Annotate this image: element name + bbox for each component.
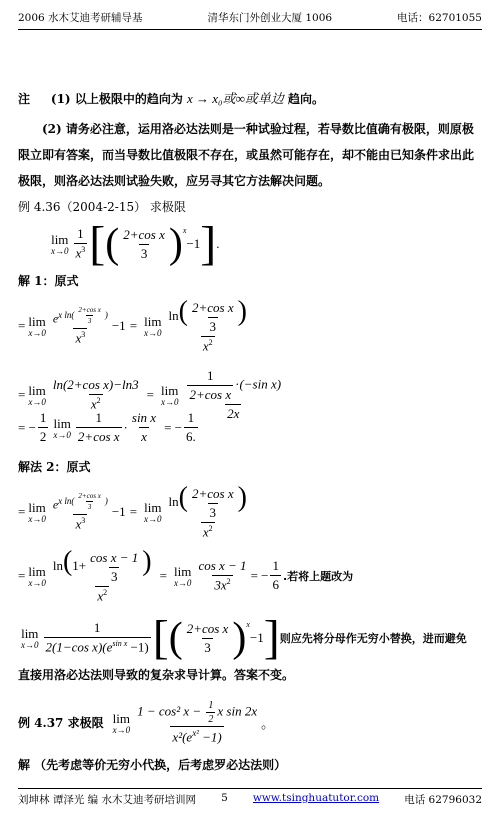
note-item-1: [18, 86, 482, 112]
page-header: [18, 10, 482, 30]
header-left: 2006 水木艾迪考研辅导基: [18, 12, 143, 24]
solution1-line3: = − $\frac{1}{2}$ lim x→0 $\frac{1}{\text{2+cos x}}$ · $\frac{\text{sin x}}{x}$ = − $\frac{1}{6.}$: [18, 410, 196, 444]
example-437-title: 例 4.37 求极限: [18, 716, 104, 731]
footer-right: 电话 62796032: [404, 794, 482, 806]
note-label: 注: [18, 92, 31, 106]
header-right: 电话：62701055: [397, 12, 482, 24]
solution2-line1: = lim x→0 $e^{x ln( \frac{\text{2+cos x}}{3} )}$ $x^3$ −1 = lim x→0 ln( $\frac{\text{2+cos x}}{3}$ ) $x^2$: [18, 482, 247, 539]
example-436-title: 例 4.36（2004-2-15） 求极限: [18, 200, 186, 214]
solution1-label: 解 1：原式: [18, 274, 79, 288]
solution-437: 解 （先考虑等价无穷小代换，后考虑罗必达法则）: [18, 758, 287, 772]
example-437: 例 4.37 求极限 lim x→0 1 − cos² x − $\frac{1}{2}$ x sin 2x $x^2(e^{x^2} -1)$ 。: [18, 700, 275, 745]
page-footer: [18, 788, 482, 808]
note-item-2: (2) 请务必注意，运用洛必达法则是一种试验过程，若导数比值确有极限，则原极限立即有答案，而当导数比值极限不存在，或虽然可能存在，却不能由已知条件求出此极限，则洛必达法则试验失败，应另寻其它方法解决问题。: [18, 122, 475, 188]
solution2-label: 解法 2：原式: [18, 460, 91, 474]
limit-operator: lim x→0: [51, 232, 69, 256]
header-center: 清华东门外创业大厦 1006: [207, 12, 333, 24]
page-number: 5: [221, 792, 228, 804]
note-item1-math: x → x₀或∞或单边: [187, 91, 284, 106]
solution1-line1: = lim x→0 $e^{x ln( \frac{\text{2+cos x}}{3} )}$ $x^3$ −1 = lim x→0 ln( $\frac{\text{2+cos x}}{3}$ ) $x^2$: [18, 296, 247, 353]
solution2-conclusion: 直接用洛必达法则导致的复杂求导计算。答案不变。: [18, 668, 295, 682]
note-item1-text-b: 趋向。: [288, 92, 325, 106]
solution2-line2: = lim x→0 ln(1+ $\frac{\text{cos x − 1}}{3}$ ) $x^2$ = lim x→0 $\frac{\text{cos x − 1}}{3x^2}$ = − $\frac{1}{6}$ .若将上题改为: [18, 546, 354, 603]
note-item1-text-a: 以上极限中的趋向为: [74, 92, 183, 106]
solution2-line3: lim x→0 $\frac{1}{2(1-\cos x)(e^{sin x} -1)}$ [ ( $\frac{\text{2+cos x}}{3}$ ) $^x$ −1 ] 则应先将分母作无穷小替换，进而避免: [21, 611, 467, 664]
website-link[interactable]: www.tsinghuatutor.com: [252, 792, 380, 804]
footer-left: 刘坤林 谭泽光 编 水木艾迪考研培训网: [18, 794, 197, 806]
note-item1-num: (1): [50, 92, 71, 106]
example-436-formula: lim x→0 $\frac{1}{x^3}$ [ ( $\frac{\text{2+cos x}}{3}$ ) $^x$ −1 ] .: [51, 217, 220, 270]
solution1-line2: = lim x→0 $\frac{\text{ln(2+cos x)−ln3}}{x^2}$ = lim x→0 $\frac{1}{\text{2+cos x}}$ ·(−sin x) 2x: [18, 368, 282, 421]
